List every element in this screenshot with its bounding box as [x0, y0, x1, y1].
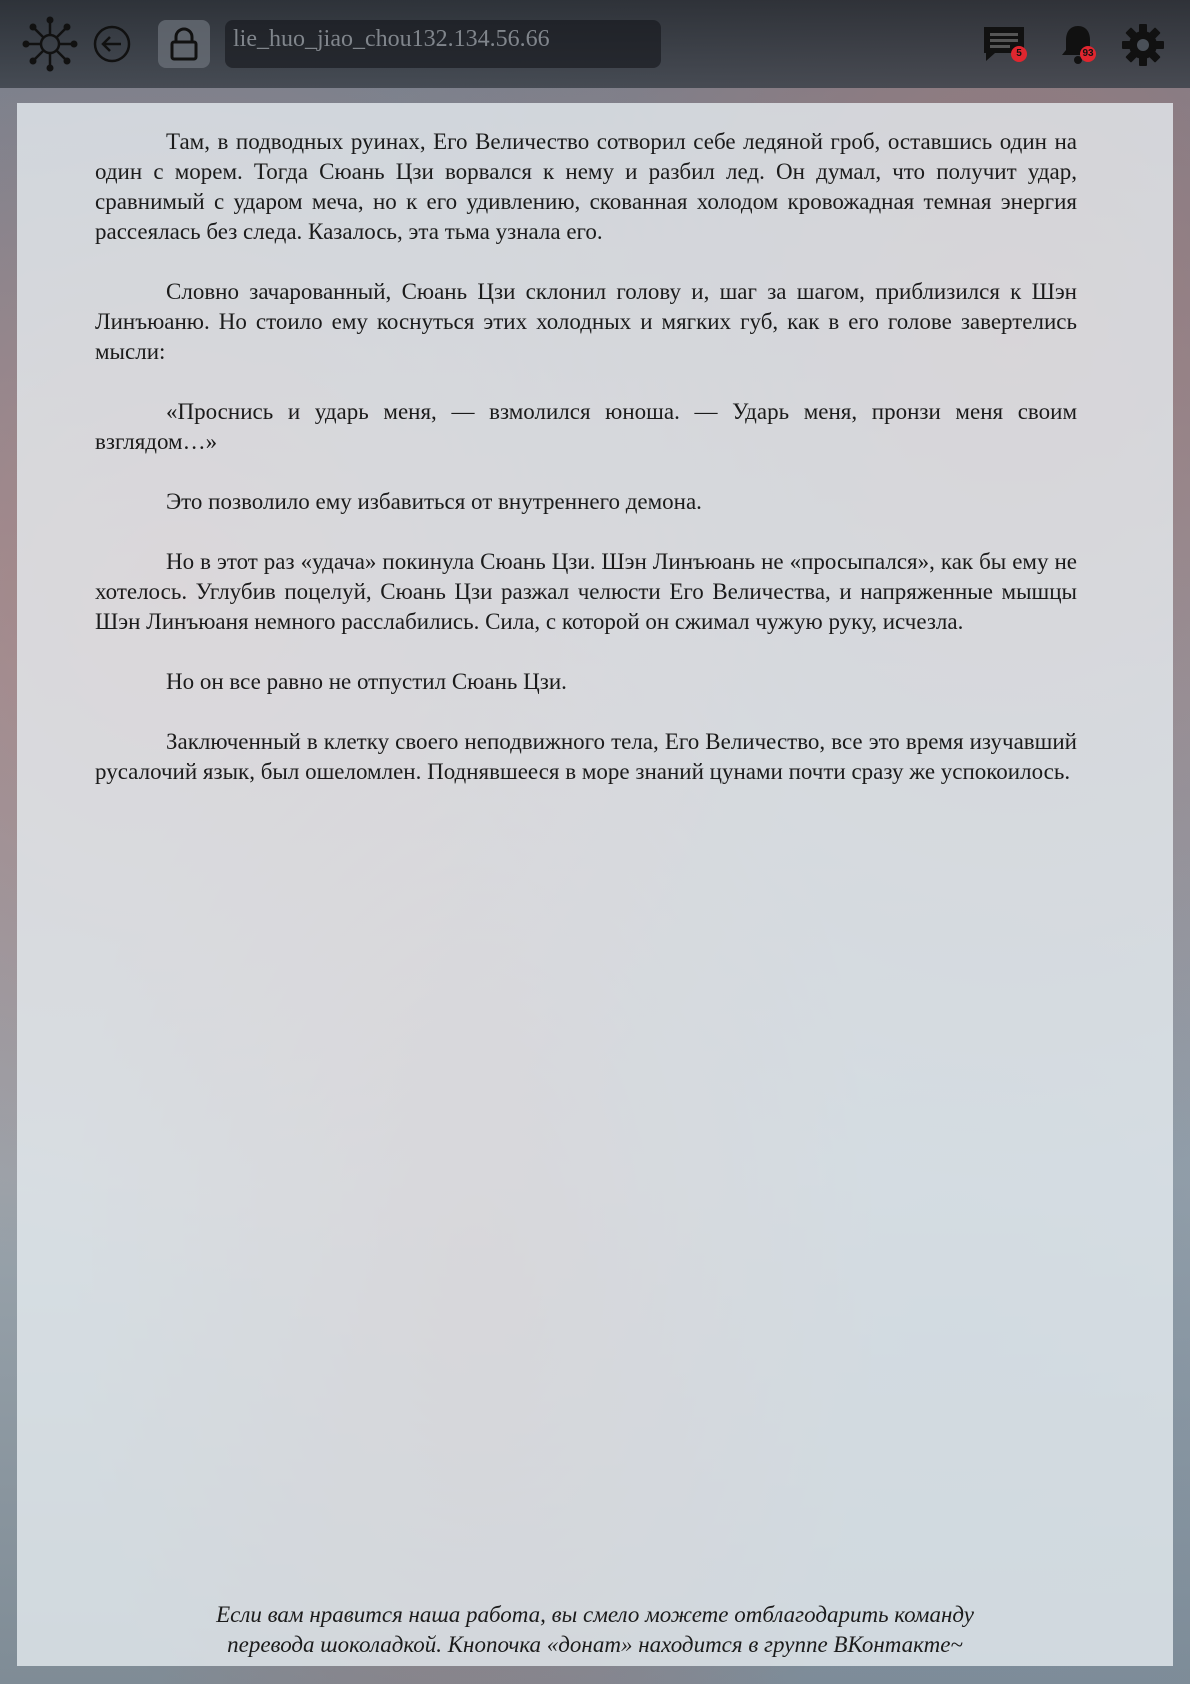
- notifications-count-badge: 93: [1080, 46, 1096, 62]
- paragraph: Заключенный в клетку своего неподвижного тела, Его Величество, все это время изучавший русалочий язык, был ошеломлен. Поднявшееся в море знаний цунами почти сразу же успокоилось.: [95, 729, 1077, 784]
- address-bar[interactable]: lie_huo_jiao_chou132.134.56.66: [225, 20, 661, 68]
- gear-icon[interactable]: [1118, 20, 1168, 70]
- paragraph: Это позволило ему избавиться от внутреннего демона.: [166, 489, 702, 514]
- article-body: [95, 127, 1077, 817]
- paragraph: «Проснись и ударь меня, — взмолился юноша. — Ударь меня, пронзи меня своим взглядом…»: [95, 399, 1077, 454]
- paragraph: Но в этот раз «удача» покинула Сюань Цзи. Шэн Линъюань не «просыпался», как бы ему не хотелось. Углубив поцелуй, Сюань Цзи разжал челюсти Его Величества, и напряженные мышцы Шэн Линъюаня немного расслабились. Сила, с которой он сжимал чужую руку, исчезла.: [95, 549, 1077, 634]
- lock-icon[interactable]: [158, 20, 210, 68]
- paragraph: Словно зачарованный, Сюань Цзи склонил голову и, шаг за шагом, приблизился к Шэн Линъюаню. Но стоило ему коснуться этих холодных и мягких губ, как в его голове завертелись мысли:: [95, 279, 1077, 364]
- donation-note-line: перевода шоколадкой. Кнопочка «донат» находится в группе ВКонтакте~: [227, 1632, 963, 1657]
- bell-icon[interactable]: [1054, 20, 1102, 68]
- back-arrow-icon[interactable]: [92, 24, 132, 64]
- donation-note-line: Если вам нравится наша работа, вы смело можете отблагодарить команду: [216, 1602, 974, 1627]
- donation-note: [17, 1600, 1173, 1660]
- paragraph: Там, в подводных руинах, Его Величество сотворил себе ледяной гроб, оставшись один на один с морем. Тогда Сюань Цзи ворвался к нему и разбил лед. Он думал, что получит удар, сравнимый с ударом меча, но к его удивлению, скованная холодом кровожадная темная энергия рассеялась без следа. Казалось, эта тьма узнала его.: [95, 129, 1077, 244]
- paragraph: Но он все равно не отпустил Сюань Цзи.: [166, 669, 567, 694]
- network-hub-icon[interactable]: [22, 16, 78, 72]
- document-page: [17, 103, 1173, 1666]
- messages-count-badge: 5: [1011, 46, 1027, 62]
- top-toolbar: [0, 0, 1190, 88]
